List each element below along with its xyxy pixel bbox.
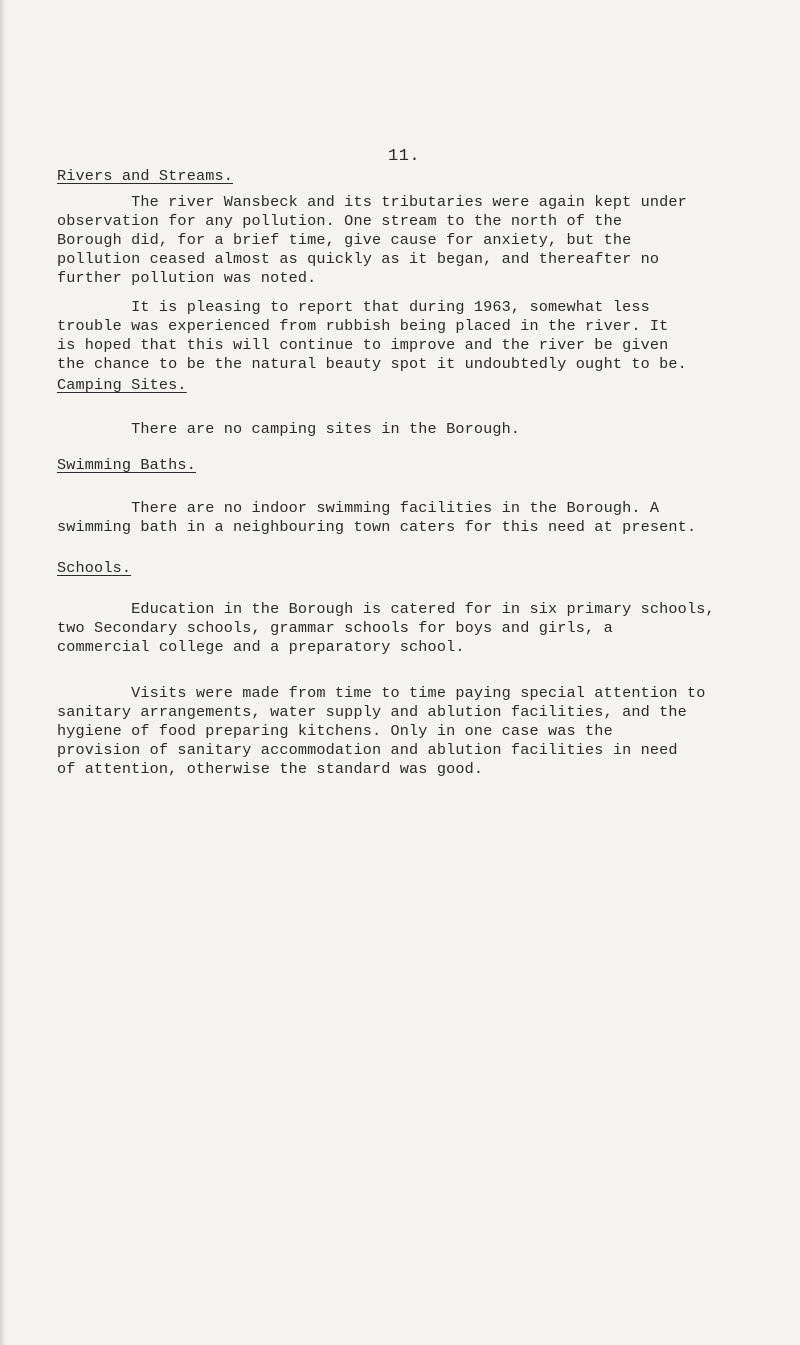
page-number: 11. [388,147,421,166]
heading-schools: Schools. [57,559,132,577]
paragraph-schools-2: Visits were made from time to time paying special attention to sanitary arrangements, water supply and ablution facilities, and the hygiene of food preparing kitchens. Only in one case was the provision of sanitary accommodation and ablution facilities in need of attention, otherwise the standard was good. [57,684,706,778]
paragraph-schools-1: Education in the Borough is catered for in six primary schools, two Secondary schools, grammar schools for boys and girls, a commercial college and a preparatory school. [57,600,715,656]
paragraph-swimming-1: There are no indoor swimming facilities in the Borough. A swimming bath in a neighbouring town caters for this need at present. [57,499,697,536]
page-edge-shadow [0,0,6,1345]
paragraph-camping-1: There are no camping sites in the Borough. [57,420,521,438]
paragraph-rivers-2: It is pleasing to report that during 1963, somewhat less trouble was experienced from rubbish being placed in the river. It is hoped that this will continue to improve and the river be given the chance to be the natural beauty spot it undoubtedly ought to be. [57,298,687,373]
heading-swimming-baths: Swimming Baths. [57,456,196,474]
paragraph-rivers-1: The river Wansbeck and its tributaries were again kept under observation for any pollution. One stream to the north of the Borough did, for a brief time, give cause for anxiety, but the pollution ceased almost as quickly as it began, and thereafter no further pollution was noted. [57,193,687,287]
heading-camping-sites: Camping Sites. [57,376,187,394]
heading-rivers-and-streams: Rivers and Streams. [57,167,234,185]
